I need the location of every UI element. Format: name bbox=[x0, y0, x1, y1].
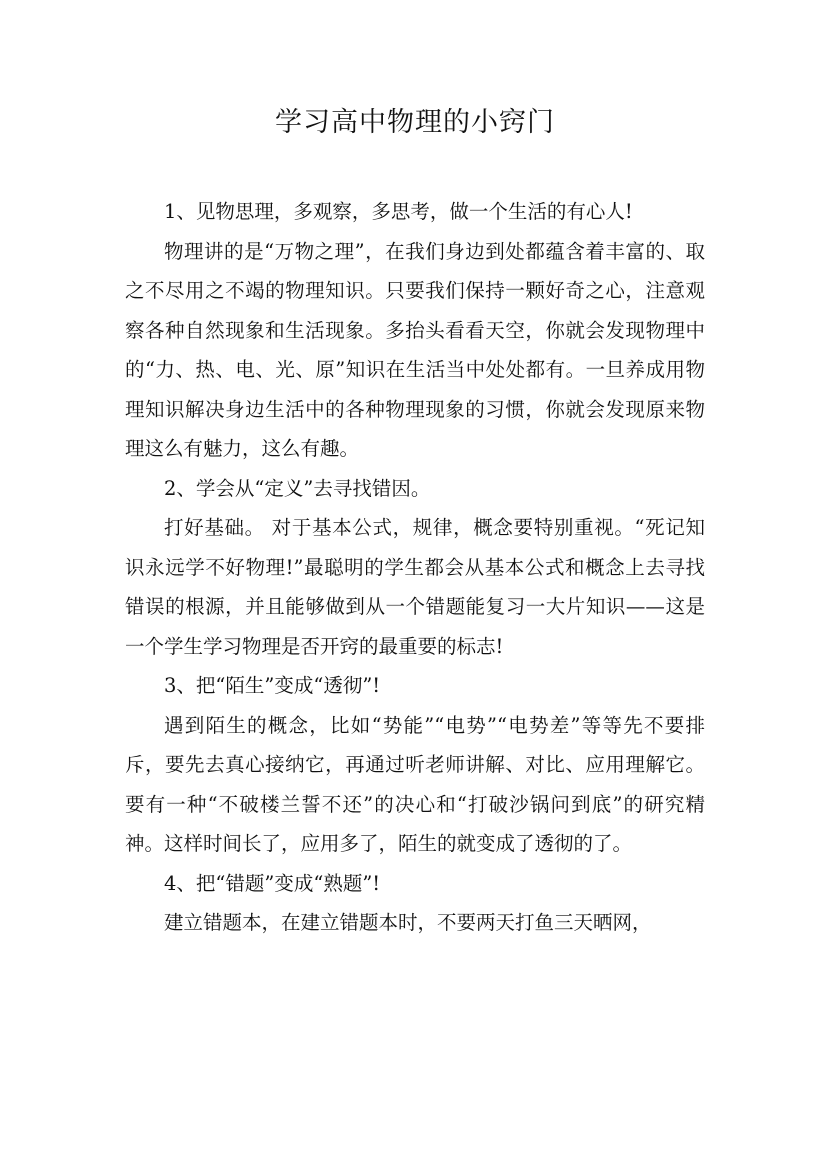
paragraph-tip-1-heading: 1、见物思理，多观察，多思考，做一个生活的有心人! bbox=[164, 200, 633, 223]
document-title: 学习高中物理的小窍门 bbox=[275, 107, 555, 138]
paragraph-tip-3-body: 遇到陌生的概念，比如“势能”“电势”“电势差”等等先不要排斥，要先去真心接纳它，再通过听老师讲解、对比、应用理解它。要有一种“不破楼兰誓不还”的决心和“打破沙锅问到底”的研究精神。这样时间长了，应用多了，陌生的就变成了透彻的了。 bbox=[125, 713, 705, 855]
paragraph-tip-4-heading: 4、把“错题”变成“熟题”! bbox=[164, 871, 381, 895]
paragraph-tip-3-heading: 3、把“陌生”变成“透彻”! bbox=[164, 674, 381, 697]
document-body bbox=[125, 192, 705, 943]
paragraph-tip-1-body: 物理讲的是“万物之理”，在我们身边到处都蕴含着丰富的、取之不尽用之不竭的物理知识。只要我们保持一颗好奇之心，注意观察各种自然现象和生活现象。多抬头看看天空，你就会发现物理中的“力、热、电、光、原”知识在生活当中处处都有。一旦养成用物理知识解决身边生活中的各种物理现象的习惯，你就会发现原来物理这么有魅力，这么有趣。 bbox=[125, 239, 705, 460]
paragraph-tip-4-body: 建立错题本，在建立错题本时，不要两天打鱼三天晒网， bbox=[164, 911, 652, 934]
paragraph-tip-2-heading: 2、学会从“定义”去寻找错因。 bbox=[164, 476, 431, 500]
paragraph-tip-2-body: 打好基础。 对于基本公式，规律，概念要特别重视。“死记知识永远学不好物理!”最聪明的学生都会从基本公式和概念上去寻找错误的根源，并且能够做到从一个错题能复习一大片知识——这是一个学生学习物理是否开窍的最重要的标志! bbox=[125, 516, 705, 658]
